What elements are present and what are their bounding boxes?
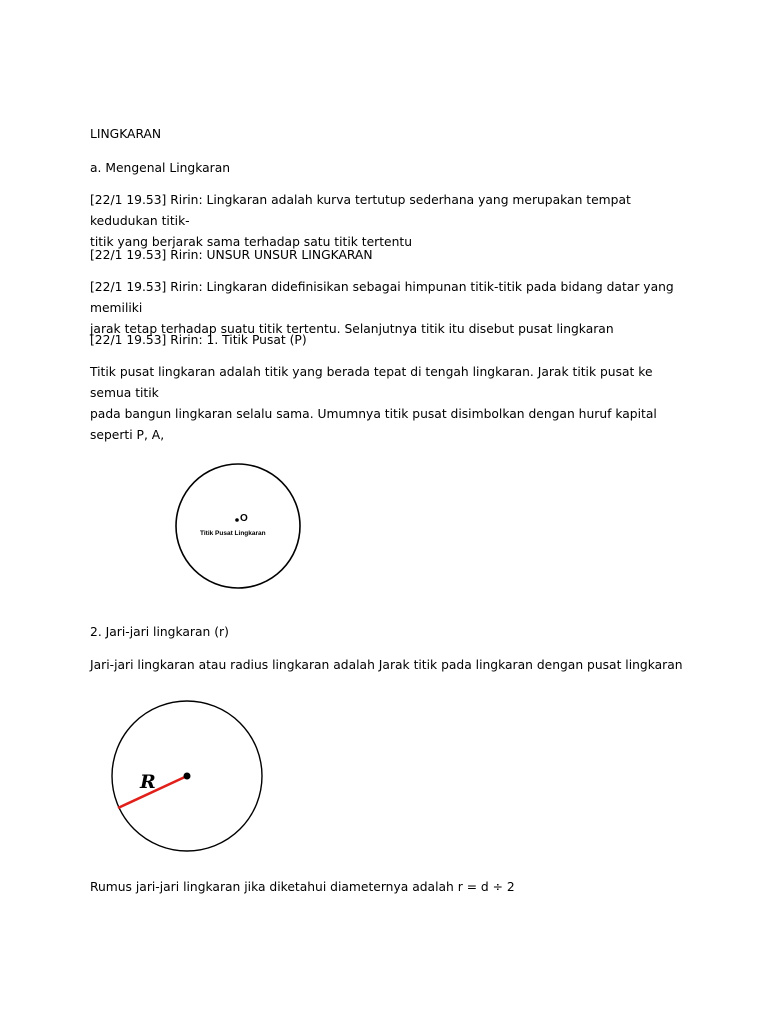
document-title: LINGKARAN — [90, 127, 162, 141]
paragraph-jari-jari: Jari-jari lingkaran atau radius lingkaran adalah Jarak titik pada lingkaran dengan pusat lingkaran — [90, 658, 683, 672]
paragraph-line: [22/1 19.53] Ririn: Lingkaran didefinisikan sebagai himpunan titik-titik pada bidang datar yang memiliki — [90, 280, 674, 315]
section-heading-jari-jari: 2. Jari-jari lingkaran (r) — [90, 625, 229, 639]
center-point-dot — [235, 518, 239, 522]
paragraph-line: pada bangun lingkaran selalu sama. Umumnya titik pusat disimbolkan dengan huruf kapital seperti P, A, — [90, 407, 657, 442]
paragraph-titik-pusat-heading: [22/1 19.53] Ririn: 1. Titik Pusat (P) — [90, 333, 307, 347]
paragraph-line: Titik pusat lingkaran adalah titik yang berada tepat di tengah lingkaran. Jarak titik pusat ke semua titik — [90, 365, 653, 400]
figure-titik-pusat-svg — [90, 445, 380, 605]
figure-titik-pusat — [90, 445, 380, 605]
center-point-label: Titik Pusat Lingkaran — [200, 530, 266, 537]
paragraph-line: [22/1 19.53] Ririn: Lingkaran adalah kurva tertutup sederhana yang merupakan tempat kedudukan titik- — [90, 193, 631, 228]
radius-center-dot — [184, 773, 191, 780]
center-point-symbol: O — [240, 513, 248, 524]
paragraph-line: jarak tetap terhadap suatu titik tertentu. Selanjutnya titik itu disebut pusat lingkaran — [90, 322, 614, 336]
paragraph-rumus: Rumus jari-jari lingkaran jika diketahui diameternya adalah r = d ÷ 2 — [90, 880, 515, 894]
figure-jari-jari-svg — [100, 690, 280, 860]
paragraph-definition-1 — [90, 190, 690, 253]
figure-jari-jari — [100, 690, 280, 860]
paragraph-line: titik yang berjarak sama terhadap satu titik tertentu — [90, 235, 413, 249]
section-heading-mengenal: a. Mengenal Lingkaran — [90, 161, 231, 175]
paragraph-unsur: [22/1 19.53] Ririn: UNSUR UNSUR LINGKARAN — [90, 248, 373, 262]
radius-label: R — [140, 771, 156, 793]
circle-outline — [176, 464, 300, 588]
